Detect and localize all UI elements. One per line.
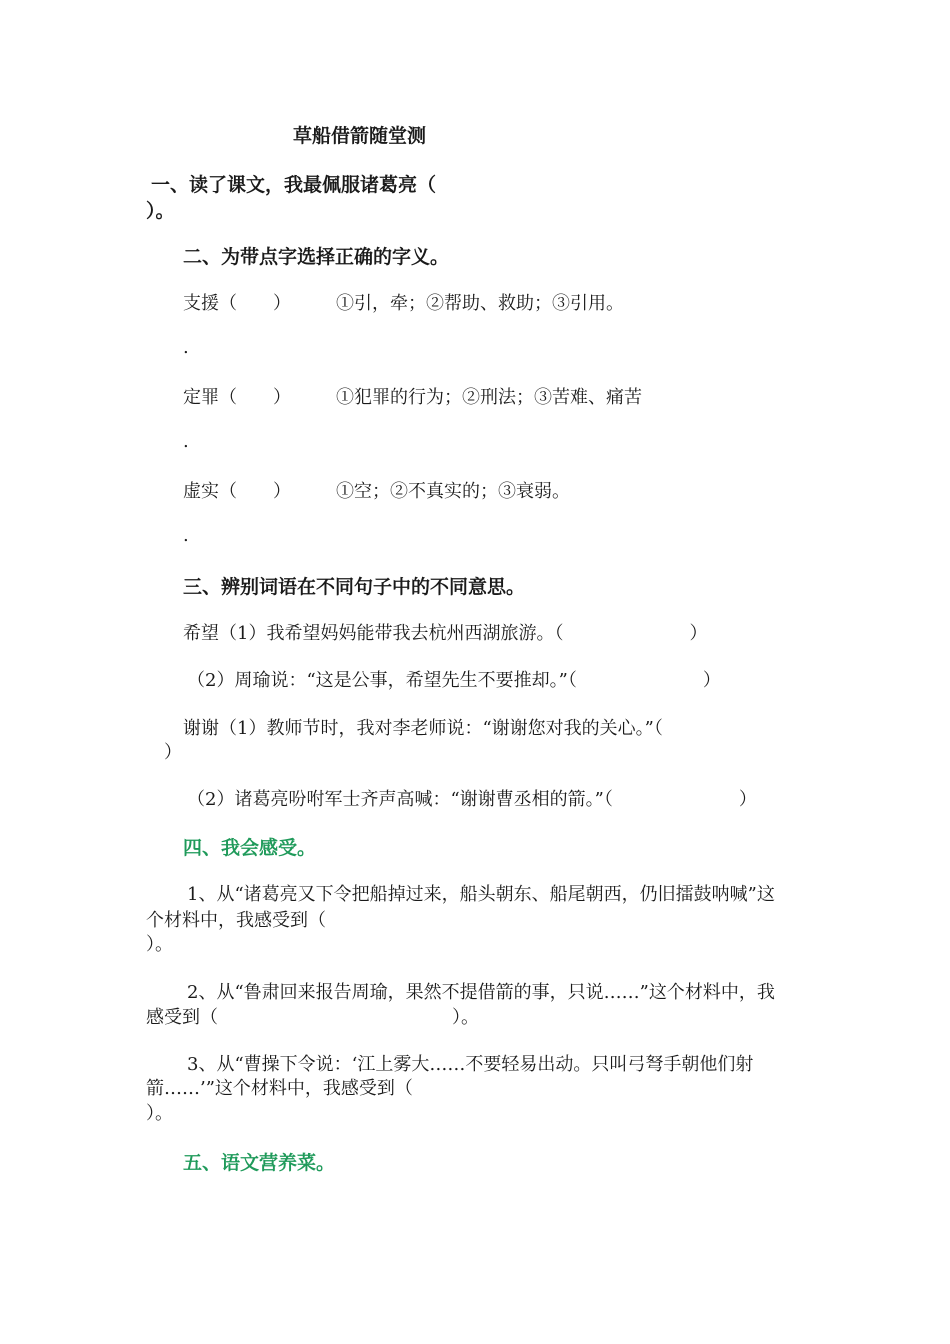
page-title: 草船借箭随堂测 [293, 125, 427, 147]
feel-q3-line1: 3、从“曹操下令说：‘江上雾大……不要轻易出动。只叫弓弩手朝他们射 [187, 1054, 754, 1075]
section3-line-3: 谢谢（1）教师节时，我对李老师说：“谢谢您对我的关心。”（ [183, 718, 663, 739]
dot-mark-1: . [183, 337, 189, 358]
section3-line-5: （2）诸葛亮吩咐军士齐声高喊：“谢谢曹丞相的箭。”（ ） [187, 789, 757, 810]
vocab-meanings-3: ①空；②不真实的；③衰弱。 [336, 481, 570, 502]
vocab-word-1: 支援（ ） [183, 293, 291, 314]
dot-mark-3: . [183, 525, 189, 546]
vocab-word-2: 定罪（ ） [183, 387, 291, 408]
section5-heading: 五、语文营养菜。 [183, 1152, 336, 1174]
feel-q2-line2: 感受到（ ）。 [146, 1007, 479, 1028]
dot-mark-2: . [183, 431, 189, 452]
feel-q1-line3: ）。 [146, 934, 173, 955]
vocab-word-3: 虚实（ ） [183, 481, 291, 502]
section1-line2: ）。 [146, 200, 175, 222]
section3-line-4: ） [164, 742, 182, 763]
section1-line1: 一、读了课文，我最佩服诸葛亮（ [151, 174, 437, 196]
vocab-meanings-1: ①引，牵；②帮助、救助；③引用。 [336, 293, 624, 314]
feel-q3-line2: 箭……’”这个材料中，我感受到（ [146, 1078, 413, 1099]
feel-q1-line1: 1、从“诸葛亮又下令把船掉过来，船头朝东、船尾朝西，仍旧擂鼓呐喊”这 [187, 884, 775, 905]
feel-q2-line1: 2、从“鲁肃回来报告周瑜，果然不提借箭的事，只说……”这个材料中，我 [187, 982, 775, 1003]
feel-q3-line3: ）。 [146, 1103, 173, 1124]
vocab-meanings-2: ①犯罪的行为；②刑法；③苦难、痛苦 [336, 387, 642, 408]
section4-heading: 四、我会感受。 [183, 837, 317, 859]
section2-heading: 二、为带点字选择正确的字义。 [183, 246, 450, 268]
section3-line-1: 希望（1）我希望妈妈能带我去杭州西湖旅游。（ ） [183, 623, 708, 644]
feel-q1-line2: 个材料中，我感受到（ [146, 910, 326, 931]
section3-line-2: （2）周瑜说：“这是公事，希望先生不要推却。”（ ） [187, 670, 721, 691]
section3-heading: 三、辨别词语在不同句子中的不同意思。 [183, 576, 526, 598]
